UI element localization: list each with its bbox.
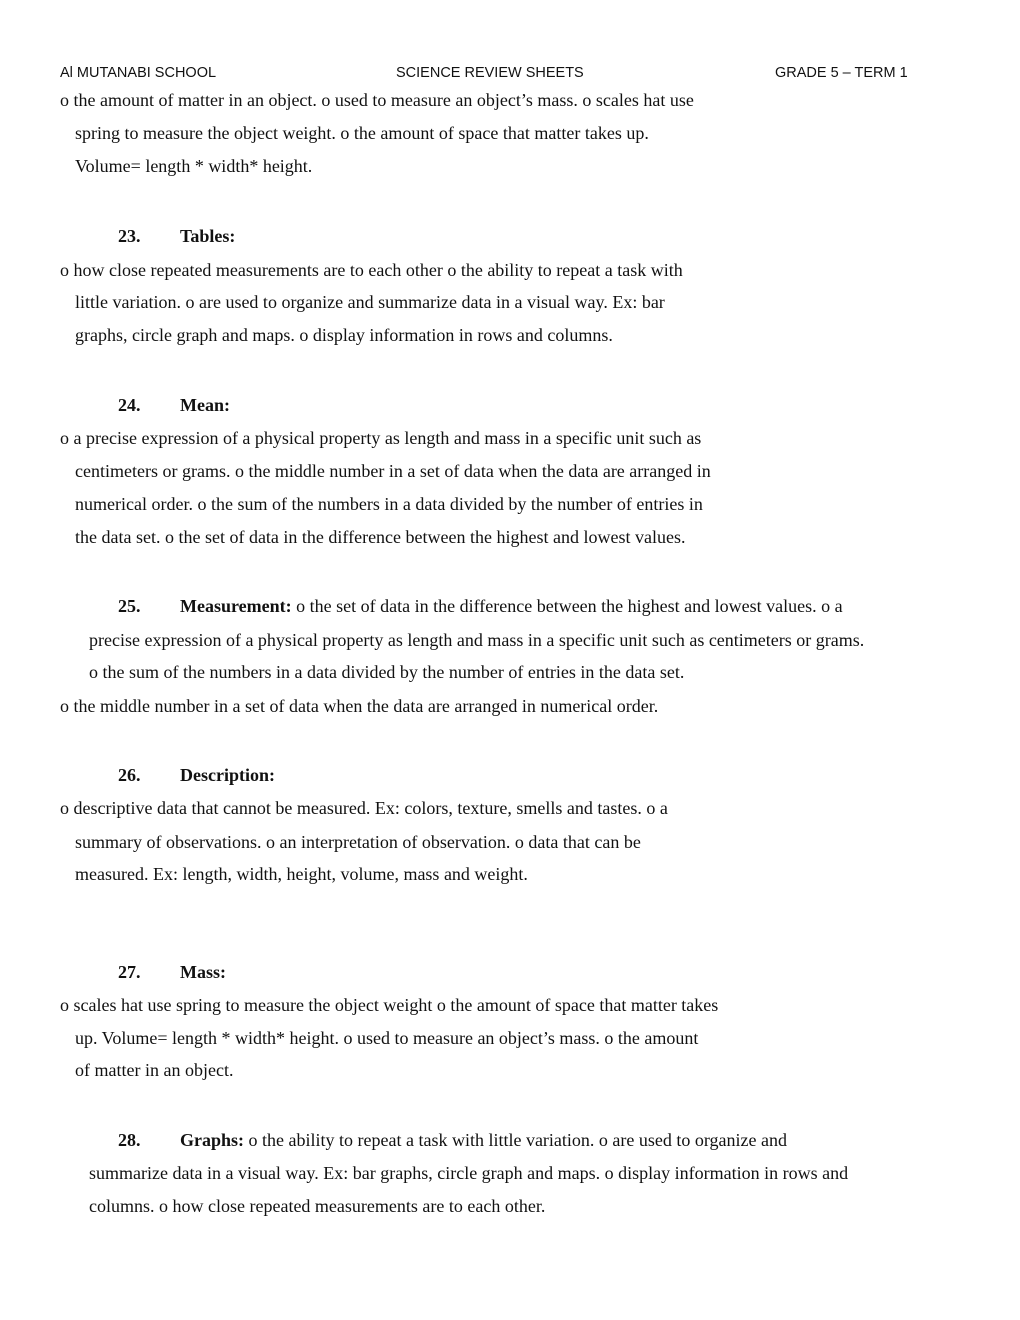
q28-title: Graphs:	[180, 1130, 245, 1150]
q23-line-1: o how close repeated measurements are to each other o the ability to repeat a task with	[60, 260, 683, 280]
q25-title: Measurement:	[180, 596, 292, 616]
q25-first-line: o the set of data in the difference between the highest and lowest values. o a	[296, 596, 843, 616]
q24-line-2: centimeters or grams. o the middle number in a set of data when the data are arranged in	[75, 461, 711, 481]
q27-title: Mass:	[180, 962, 226, 982]
q26-line-2: summary of observations. o an interpretation of observation. o data that can be	[75, 832, 641, 852]
q24-number: 24.	[118, 395, 141, 415]
q26-title: Description:	[180, 765, 275, 785]
header-grade: GRADE 5 – TERM 1	[775, 65, 908, 81]
q26-number: 26.	[118, 765, 141, 785]
q25-number: 25.	[118, 596, 141, 616]
header-title: SCIENCE REVIEW SHEETS	[396, 65, 584, 81]
block22-line-1: o the amount of matter in an object. o used to measure an object’s mass. o scales hat use	[60, 90, 694, 110]
q24-line-3: numerical order. o the sum of the numbers in a data divided by the number of entries in	[75, 494, 703, 514]
q26-line-3: measured. Ex: length, width, height, volume, mass and weight.	[75, 864, 528, 884]
q24-line-1: o a precise expression of a physical property as length and mass in a specific unit such as	[60, 428, 702, 448]
q27-line-1: o scales hat use spring to measure the object weight o the amount of space that matter takes	[60, 995, 719, 1015]
q28-line-1: summarize data in a visual way. Ex: bar graphs, circle graph and maps. o display information in rows and	[89, 1163, 849, 1183]
q23-number: 23.	[118, 226, 141, 246]
block22-line-3: Volume= length * width* height.	[75, 156, 313, 176]
q26-line-1: o descriptive data that cannot be measured. Ex: colors, texture, smells and tastes. o a	[60, 798, 668, 818]
q25-line-3: o the middle number in a set of data when the data are arranged in numerical order.	[60, 696, 659, 716]
block22-line-2: spring to measure the object weight. o the amount of space that matter takes up.	[75, 123, 649, 143]
q27-number: 27.	[118, 962, 141, 982]
q28-line-2: columns. o how close repeated measurements are to each other.	[89, 1196, 546, 1216]
q24-title: Mean:	[180, 395, 230, 415]
q23-line-2: little variation. o are used to organize and summarize data in a visual way. Ex: bar	[75, 292, 665, 312]
q25-line-2: o the sum of the numbers in a data divided by the number of entries in the data set.	[89, 662, 685, 682]
q27-line-3: of matter in an object.	[75, 1060, 234, 1080]
q23-line-3: graphs, circle graph and maps. o display information in rows and columns.	[75, 325, 613, 345]
q25-line-1: precise expression of a physical property as length and mass in a specific unit such as centimeters or grams.	[89, 630, 865, 650]
q28-number: 28.	[118, 1130, 141, 1150]
q27-line-2: up. Volume= length * width* height. o used to measure an object’s mass. o the amount	[75, 1028, 699, 1048]
header-school: Al MUTANABI SCHOOL	[60, 65, 217, 81]
q24-line-4: the data set. o the set of data in the difference between the highest and lowest values.	[75, 527, 686, 547]
q28-first-line: o the ability to repeat a task with little variation. o are used to organize and	[248, 1130, 788, 1150]
q23-title: Tables:	[180, 226, 236, 246]
